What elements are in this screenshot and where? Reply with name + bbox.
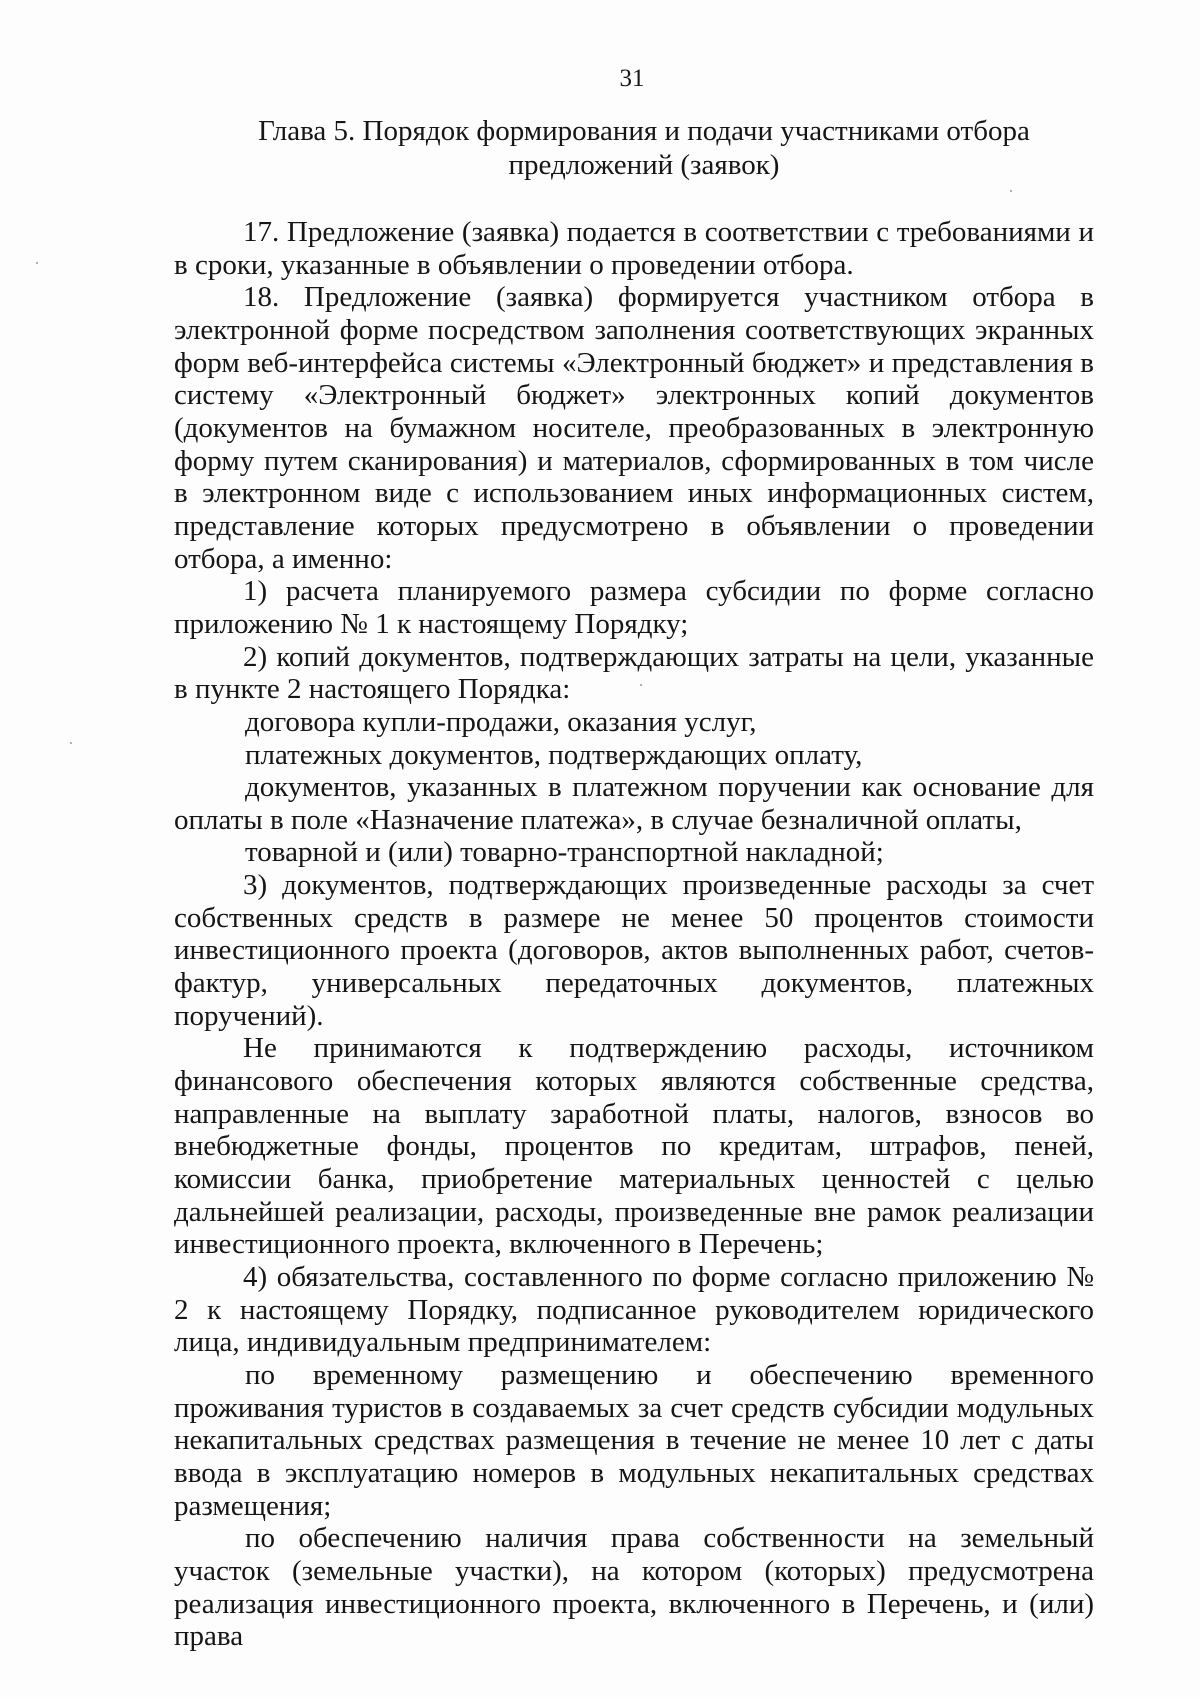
sub-item-waybill: товарной и (или) товарно-транспортной накладной;	[245, 836, 884, 869]
document-body	[174, 216, 1094, 1653]
list-item-1: 1) расчета планируемого размера субсидии по форме согласно приложению № 1 к настоящему Порядку;	[174, 575, 1094, 640]
page-number: 31	[619, 65, 645, 92]
paragraph-not-accepted: Не принимаются к подтверждению расходы, источником финансового обеспечения которых являются собственные средства, направленные на выплату заработной платы, налогов, взносов во внебюджетные фонды, процентов по кредитам, штрафов, пеней, комиссии банка, приобретение материальных ценностей с целью дальнейшей реализации, расходы, произведенные вне рамок реализации инвестиционного проекта, включенного в Перечень;	[174, 1032, 1094, 1261]
list-item-4: 4) обязательства, составленного по форме согласно приложению № 2 к настоящему Порядку, подписанное руководителем юридического лица, индивидуальным предпринимателем:	[174, 1261, 1094, 1359]
list-item-3: 3) документов, подтверждающих произведенные расходы за счет собственных средств в размере не менее 50 процентов стоимости инвестиционного проекта (договоров, актов выполненных работ, счетов-фактур, универсальных передаточных документов, платежных поручений).	[174, 869, 1094, 1032]
scan-speck	[1010, 190, 1012, 192]
sub-item-payment-docs: платежных документов, подтверждающих оплату,	[245, 738, 863, 771]
chapter-title-line-1: Глава 5. Порядок формирования и подачи участниками отбора	[258, 115, 1030, 147]
paragraph-17: 17. Предложение (заявка) подается в соответствии с требованиями и в сроки, указанные в объявлении о проведении отбора.	[174, 216, 1094, 281]
scan-speck	[640, 684, 642, 686]
chapter-title-line-2: предложений (заявок)	[508, 149, 780, 181]
paragraph-18: 18. Предложение (заявка) формируется участником отбора в электронной форме посредством заполнения соответствующих экранных форм веб-интерфейса системы «Электронный бюджет» и представления в систему «Электронный бюджет» электронных копий документов (документов на бумажном носителе, преобразованных в электронную форму путем сканирования) и материалов, сформированных в том числе в электронном виде с использованием иных информационных систем, представление которых предусмотрено в объявлении о проведении отбора, а именно:	[174, 281, 1094, 575]
chapter-title	[170, 114, 1118, 182]
sub-item-contract: договора купли-продажи, оказания услуг,	[245, 705, 757, 738]
scan-speck	[70, 742, 72, 744]
list-item-2: 2) копий документов, подтверждающих затраты на цели, указанные в пункте 2 настоящего Порядка:	[174, 640, 1094, 706]
sub-item-accommodation: по временному размещению и обеспечению временного проживания туристов в создаваемых за счет средств субсидии модульных некапитальных средствах размещения в течение не менее 10 лет с даты ввода в эксплуатацию номеров в модульных некапитальных средствах размещения;	[174, 1358, 1094, 1522]
scan-speck	[36, 262, 38, 264]
sub-item-land-rights: по обеспечению наличия права собственности на земельный участок (земельные участки), на котором (которых) предусмотрена реализация инвестиционного проекта, включенного в Перечень, и (или) права	[174, 1522, 1094, 1653]
sub-item-payment-order-docs: документов, указанных в платежном поручении как основание для оплаты в поле «Назначение платежа», в случае безналичной оплаты,	[174, 771, 1094, 836]
